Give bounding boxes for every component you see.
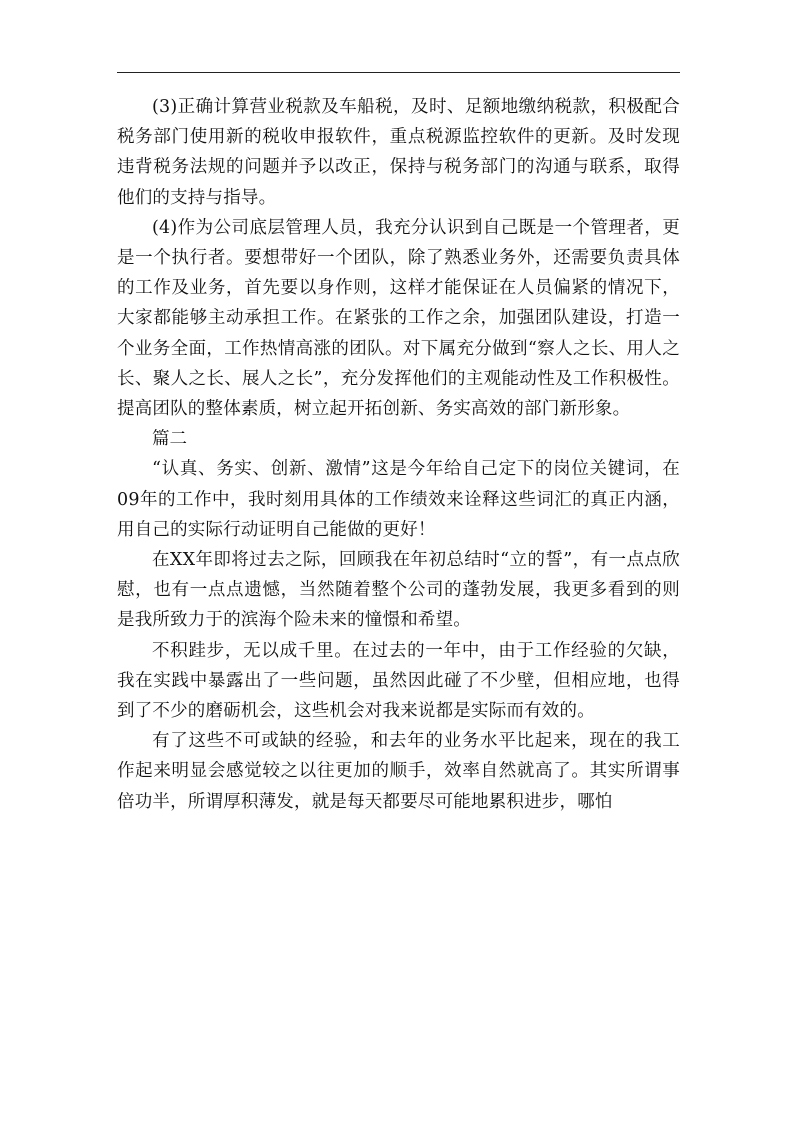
paragraph-review: 在XX年即将过去之际，回顾我在年初总结时“立的誓”，有一点点欣慰，也有一点点遗憾，当然随着整个公司的蓬勃发展，我更多看到的则是我所致力于的滨海个险未来的憧憬和希望。 [117,550,680,631]
paragraph-item-3: (3)正确计算营业税款及车船税，及时、足额地缴纳税款，积极配合税务部门使用新的税收申报软件，重点税源监控软件的更新。及时发现违背税务法规的问题并予以改正，保持与税务部门的沟通与联系，取得他们的支持与指导。 [117,97,680,208]
paragraph-item-4: (4)作为公司底层管理人员，我充分认识到自己既是一个管理者，更是一个执行者。要想带好一个团队，除了熟悉业务外，还需要负责具体的工作及业务，首先要以身作则，这样才能保证在人员偏紧的情况下，大家都能够主动承担工作。在紧张的工作之余，加强团队建设，打造一个业务全面，工作热情高涨的团队。对下属充分做到“察人之长、用人之长、聚人之长、展人之长”，充分发挥他们的主观能动性及工作积极性。提高团队的整体素质，树立起开拓创新、务实高效的部门新形象。 [117,217,680,420]
paragraph-experience: 不积跬步，无以成千里。在过去的一年中，由于工作经验的欠缺，我在实践中暴露出了一些问题，虽然因此碰了不少壁，但相应地，也得到了不少的磨砺机会，这些机会对我来说都是实际而有效的。 [117,640,680,722]
paragraph-keywords: “认真、务实、创新、激情”这是今年给自己定下的岗位关键词，在09年的工作中，我时刻用具体的工作绩效来诠释这些词汇的真正内涵，用自己的实际行动证明自己能做的更好！ [117,459,680,540]
section-heading: 篇二 [152,429,187,450]
header-rule [117,72,680,73]
paragraph-efficiency: 有了这些不可或缺的经验，和去年的业务水平比起来，现在的我工作起来明显会感觉较之以往更加的顺手，效率自然就高了。其实所谓事倍功半，所谓厚积薄发，就是每天都要尽可能地累积进步，哪怕 [117,731,680,812]
document-body [117,92,680,817]
